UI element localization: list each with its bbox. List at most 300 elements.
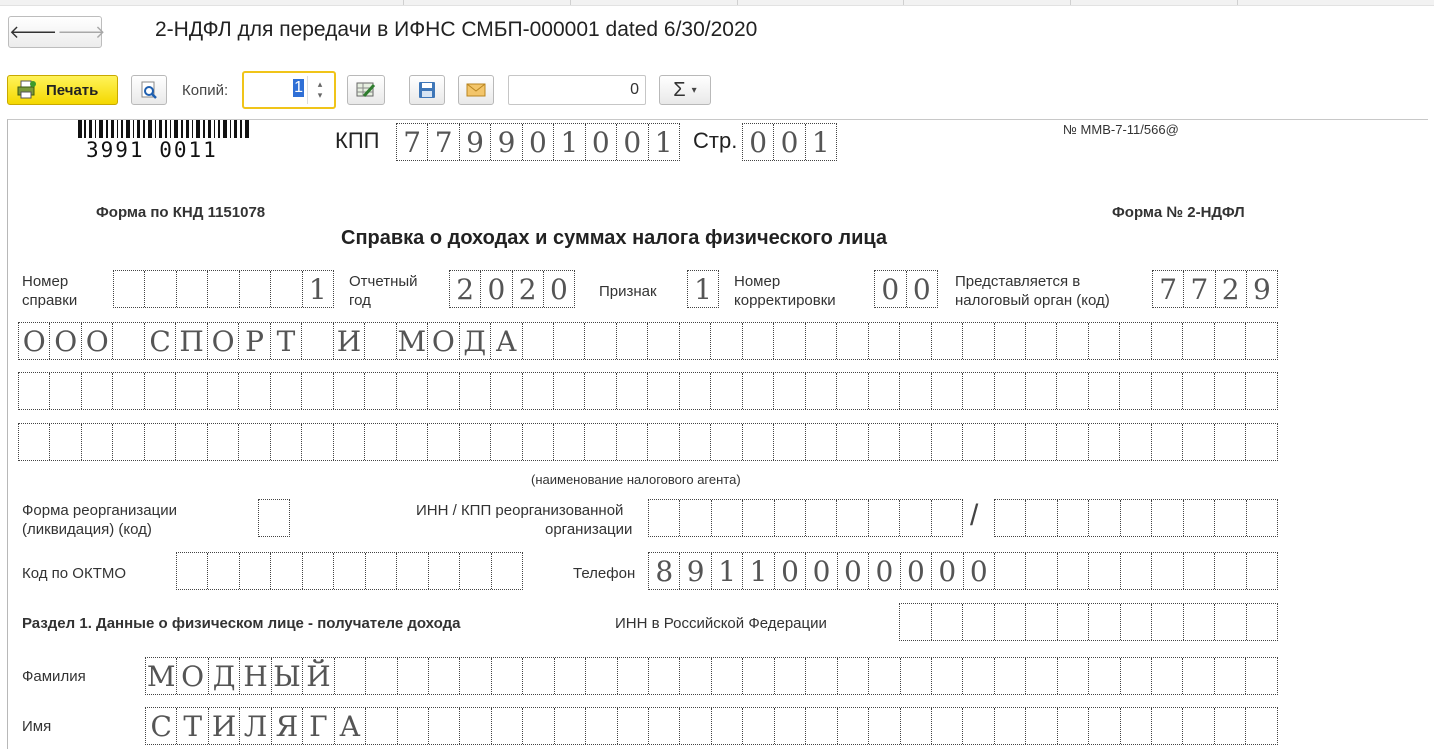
edit-document-button[interactable] <box>347 75 385 105</box>
char-cell <box>995 553 1026 589</box>
char-cell <box>460 658 491 694</box>
char-cell <box>554 424 585 460</box>
char-cell: 0 <box>523 124 554 160</box>
window-top-strip <box>0 0 1434 6</box>
first-name-grid <box>145 707 1278 745</box>
char-cell: 0 <box>549 272 568 306</box>
phone-grid <box>648 552 1278 590</box>
char-cell <box>869 658 900 694</box>
spin-down-icon: ▾ <box>317 90 323 100</box>
char-cell <box>711 424 742 460</box>
char-cell <box>113 323 144 359</box>
char-cell <box>585 424 616 460</box>
char-cell <box>1026 373 1057 409</box>
copies-input[interactable] <box>242 71 336 109</box>
char-cell: А <box>335 708 366 744</box>
char-cell <box>837 373 868 409</box>
kpp-label: КПП <box>335 128 380 153</box>
char-cell <box>775 658 806 694</box>
char-cell: 1 <box>554 124 585 160</box>
char-cell <box>1215 658 1246 694</box>
char-cell <box>743 708 774 744</box>
document-viewport[interactable] <box>7 119 1428 749</box>
char-cell: И <box>209 708 240 744</box>
char-cell <box>460 424 491 460</box>
char-cell <box>1152 604 1184 640</box>
char-cell: О <box>19 323 50 359</box>
char-cell <box>680 500 711 536</box>
char-cell <box>302 373 333 409</box>
char-cell <box>365 424 396 460</box>
char-cell <box>1184 553 1215 589</box>
char-cell: 0 <box>932 553 963 589</box>
char-cell <box>1246 323 1276 359</box>
phone-label: Телефон <box>573 565 636 582</box>
char-cell <box>932 373 963 409</box>
char-cell <box>1057 424 1088 460</box>
char-cell <box>271 424 302 460</box>
char-cell <box>1183 424 1214 460</box>
char-cell <box>869 323 900 359</box>
char-cell <box>491 424 522 460</box>
char-cell: Д <box>209 658 240 694</box>
char-cell: 7 <box>428 124 459 160</box>
char-cell <box>932 708 963 744</box>
sigma-icon: Σ <box>673 78 686 101</box>
report-year-grid <box>449 270 575 308</box>
char-cell <box>523 323 554 359</box>
char-cell <box>901 658 932 694</box>
char-cell <box>334 373 365 409</box>
char-cell <box>586 708 617 744</box>
char-cell <box>932 323 963 359</box>
char-cell <box>1215 604 1247 640</box>
char-cell <box>995 708 1026 744</box>
char-cell <box>1183 708 1214 744</box>
char-cell <box>617 323 648 359</box>
char-cell <box>617 424 648 460</box>
char-cell: 2 <box>450 271 481 307</box>
copies-label: Копий: <box>182 82 229 99</box>
char-cell <box>240 271 271 307</box>
char-cell <box>82 373 113 409</box>
char-cell <box>900 323 931 359</box>
order-reference: № ММВ-7-11/566@ <box>1063 122 1179 137</box>
char-cell <box>869 708 900 744</box>
char-cell: 0 <box>964 553 995 589</box>
form-heading: Справка о доходах и суммах налога физического лица <box>341 227 888 249</box>
char-cell <box>774 323 805 359</box>
char-cell <box>1089 424 1120 460</box>
char-cell <box>1152 500 1183 536</box>
print-button-label: Печать <box>46 81 99 99</box>
char-cell: О <box>50 323 81 359</box>
char-cell <box>586 658 617 694</box>
char-cell <box>460 373 491 409</box>
char-cell: М <box>146 659 176 693</box>
char-cell <box>995 323 1026 359</box>
reorg-inn-label-2: организации <box>545 521 633 538</box>
sign-label: Признак <box>599 283 657 300</box>
char-cell <box>743 323 774 359</box>
name-label: Имя <box>22 718 52 735</box>
char-cell <box>145 271 176 307</box>
char-cell <box>963 708 994 744</box>
char-cell <box>1152 658 1183 694</box>
char-cell <box>398 658 429 694</box>
char-cell: 0 <box>481 271 512 307</box>
char-cell <box>1247 500 1277 536</box>
char-cell <box>523 658 554 694</box>
char-cell <box>711 323 742 359</box>
page-label: Стр. <box>693 128 738 153</box>
form-number: Форма № 2-НДФЛ <box>1112 204 1245 221</box>
char-cell <box>869 424 900 460</box>
char-cell: С <box>146 708 177 744</box>
selected-sum-field[interactable]: 0 <box>508 75 646 105</box>
edit-table-icon <box>355 80 377 100</box>
char-cell <box>429 708 460 744</box>
char-cell <box>50 373 81 409</box>
surname-label: Фамилия <box>22 668 86 685</box>
char-cell <box>240 553 271 589</box>
char-cell <box>303 553 334 589</box>
char-cell <box>1184 604 1216 640</box>
char-cell: 1 <box>811 125 830 159</box>
char-cell <box>271 373 302 409</box>
copies-spinner[interactable] <box>307 76 332 104</box>
char-cell: О <box>177 658 208 694</box>
char-cell <box>995 500 1026 536</box>
char-cell <box>429 658 460 694</box>
char-cell <box>365 323 396 359</box>
char-cell <box>335 658 366 694</box>
copies-value: 1 <box>294 79 303 96</box>
char-cell <box>1121 500 1152 536</box>
char-cell <box>1026 500 1057 536</box>
spin-up-icon: ▴ <box>317 79 323 89</box>
char-cell <box>1152 323 1183 359</box>
forward-button[interactable] <box>57 17 105 47</box>
char-cell <box>963 604 995 640</box>
char-cell <box>837 500 868 536</box>
char-cell <box>932 500 962 536</box>
char-cell <box>837 424 868 460</box>
char-cell <box>1152 424 1183 460</box>
char-cell: 0 <box>912 272 931 306</box>
char-cell <box>1183 373 1214 409</box>
char-cell <box>618 708 649 744</box>
kpp-grid <box>396 123 680 161</box>
char-cell <box>1089 604 1121 640</box>
char-cell <box>271 271 302 307</box>
char-cell <box>397 553 428 589</box>
char-cell <box>1152 553 1183 589</box>
char-cell: 1 <box>743 553 774 589</box>
char-cell: 8 <box>649 553 680 589</box>
char-cell <box>523 708 554 744</box>
char-cell <box>1152 708 1183 744</box>
char-cell <box>1058 658 1089 694</box>
reorg-inn-label-1: ИНН / КПП реорганизованной <box>416 502 624 519</box>
arrow-left-icon: 🡐 <box>9 21 58 42</box>
char-cell <box>365 373 396 409</box>
char-cell <box>900 424 931 460</box>
char-cell: 9 <box>1252 272 1271 306</box>
char-cell <box>1183 658 1214 694</box>
correction-grid <box>874 270 938 308</box>
char-cell: 1 <box>712 553 743 589</box>
char-cell <box>19 424 50 460</box>
print-button[interactable] <box>7 75 118 105</box>
reorg-form-grid <box>258 499 290 537</box>
char-cell: 1 <box>654 125 673 159</box>
char-cell <box>208 271 239 307</box>
char-cell <box>1089 373 1120 409</box>
char-cell <box>806 323 837 359</box>
char-cell <box>554 373 585 409</box>
char-cell <box>900 604 932 640</box>
char-cell: Й <box>303 658 334 694</box>
back-button[interactable] <box>9 17 57 47</box>
char-cell: П <box>176 323 207 359</box>
char-cell: 0 <box>774 124 805 160</box>
char-cell <box>397 373 428 409</box>
char-cell <box>617 373 648 409</box>
char-cell <box>177 271 208 307</box>
char-cell <box>1026 708 1057 744</box>
char-cell <box>680 323 711 359</box>
char-cell <box>366 708 397 744</box>
char-cell <box>1215 373 1246 409</box>
magnifier-page-icon <box>139 80 159 100</box>
char-cell <box>1026 424 1057 460</box>
char-cell <box>1089 323 1120 359</box>
save-button[interactable] <box>409 75 445 105</box>
printer-icon <box>16 80 38 100</box>
char-cell: 1 <box>308 272 327 306</box>
send-email-button[interactable] <box>458 75 494 105</box>
char-cell <box>585 373 616 409</box>
char-cell: Т <box>271 323 302 359</box>
char-cell: Г <box>303 708 334 744</box>
char-cell <box>806 424 837 460</box>
char-cell: 0 <box>806 553 837 589</box>
char-cell <box>1121 553 1152 589</box>
char-cell: 0 <box>838 553 869 589</box>
char-cell: Я <box>272 708 303 744</box>
reorg-inn-grid <box>648 499 963 537</box>
char-cell <box>1089 658 1120 694</box>
char-cell <box>555 658 586 694</box>
char-cell <box>208 553 239 589</box>
char-cell <box>460 708 491 744</box>
char-cell: 7 <box>1153 271 1184 307</box>
correction-label-1: Номер <box>734 273 781 290</box>
char-cell <box>460 553 491 589</box>
barcode-number: 3991 0011 <box>86 138 218 162</box>
char-cell <box>398 708 429 744</box>
char-cell: О <box>82 323 113 359</box>
char-cell <box>963 424 994 460</box>
char-cell <box>869 500 900 536</box>
char-cell <box>963 323 994 359</box>
floppy-disk-icon <box>418 81 436 99</box>
char-cell <box>554 323 585 359</box>
char-cell <box>1247 604 1278 640</box>
knd-label: Форма по КНД 1151078 <box>96 204 266 221</box>
char-cell <box>1183 323 1214 359</box>
char-cell <box>900 500 931 536</box>
char-cell <box>932 424 963 460</box>
char-cell: 9 <box>680 553 711 589</box>
char-cell <box>145 373 176 409</box>
char-cell <box>712 708 743 744</box>
char-cell: Л <box>240 708 271 744</box>
char-cell <box>1058 604 1090 640</box>
char-cell <box>19 373 50 409</box>
char-cell: 9 <box>460 124 491 160</box>
char-cell <box>1246 658 1276 694</box>
char-cell <box>680 658 711 694</box>
char-cell <box>1215 553 1246 589</box>
char-cell <box>239 424 270 460</box>
reorg-slash: / <box>970 499 979 532</box>
char-cell <box>113 373 144 409</box>
char-cell <box>334 553 365 589</box>
char-cell <box>806 658 837 694</box>
char-cell <box>208 424 239 460</box>
char-cell <box>1246 708 1276 744</box>
char-cell <box>680 373 711 409</box>
char-cell <box>366 658 397 694</box>
report-year-label-1: Отчетный <box>349 273 418 290</box>
char-cell <box>523 424 554 460</box>
char-cell <box>1026 658 1057 694</box>
agent-name-caption: (наименование налогового агента) <box>531 472 741 487</box>
char-cell: 9 <box>491 124 522 160</box>
char-cell <box>743 373 774 409</box>
agent-name-line-2 <box>18 372 1278 410</box>
sum-mode-dropdown[interactable] <box>659 75 711 105</box>
tax-authority-grid <box>1152 270 1278 308</box>
char-cell <box>806 373 837 409</box>
char-cell <box>712 658 743 694</box>
char-cell <box>743 658 774 694</box>
char-cell <box>1215 424 1246 460</box>
char-cell <box>838 658 869 694</box>
cert-number-label-2: справки <box>22 292 78 309</box>
char-cell <box>869 373 900 409</box>
char-cell: Ы <box>272 658 303 694</box>
preview-button[interactable] <box>131 75 167 105</box>
barcode-image <box>78 120 250 140</box>
char-cell <box>302 323 333 359</box>
char-cell <box>1215 500 1246 536</box>
surname-grid <box>145 657 1278 695</box>
char-cell <box>649 500 680 536</box>
char-cell: 2 <box>1216 271 1247 307</box>
oktmo-grid <box>176 552 523 590</box>
char-cell <box>1120 424 1151 460</box>
char-cell <box>648 424 679 460</box>
char-cell: О <box>208 323 239 359</box>
char-cell <box>995 373 1026 409</box>
agent-name-line-3 <box>18 423 1278 461</box>
char-cell <box>113 424 144 460</box>
char-cell <box>648 373 679 409</box>
char-cell <box>838 708 869 744</box>
char-cell <box>1215 708 1246 744</box>
page-number-grid <box>742 123 837 161</box>
char-cell <box>995 424 1026 460</box>
char-cell <box>585 323 616 359</box>
char-cell <box>491 373 522 409</box>
char-cell <box>239 373 270 409</box>
char-cell <box>932 604 964 640</box>
char-cell: 7 <box>1184 271 1215 307</box>
char-cell <box>177 553 208 589</box>
char-cell: Д <box>460 323 491 359</box>
char-cell <box>1026 553 1057 589</box>
char-cell <box>492 658 523 694</box>
char-cell <box>743 500 774 536</box>
char-cell <box>334 424 365 460</box>
char-cell <box>806 708 837 744</box>
char-cell <box>259 500 289 536</box>
char-cell <box>429 553 460 589</box>
char-cell <box>963 658 994 694</box>
char-cell <box>492 708 523 744</box>
char-cell <box>50 424 81 460</box>
char-cell: 0 <box>617 124 648 160</box>
navigation-buttons <box>8 16 106 48</box>
char-cell <box>775 500 806 536</box>
char-cell <box>145 424 176 460</box>
char-cell: 0 <box>775 553 806 589</box>
tax-authority-label-2: налоговый орган (код) <box>955 292 1110 309</box>
char-cell <box>774 373 805 409</box>
char-cell <box>428 373 459 409</box>
report-year-label-2: год <box>349 292 371 309</box>
char-cell: О <box>428 323 459 359</box>
char-cell <box>837 323 868 359</box>
char-cell <box>618 658 649 694</box>
char-cell: Т <box>177 708 208 744</box>
char-cell <box>176 424 207 460</box>
char-cell <box>1215 323 1246 359</box>
char-cell <box>492 553 522 589</box>
oktmo-label: Код по ОКТМО <box>22 565 127 582</box>
char-cell <box>1058 553 1089 589</box>
char-cell <box>208 373 239 409</box>
char-cell: 0 <box>875 271 907 307</box>
char-cell <box>932 658 963 694</box>
char-cell <box>397 424 428 460</box>
char-cell <box>1026 604 1058 640</box>
char-cell <box>775 708 806 744</box>
char-cell <box>366 553 397 589</box>
char-cell: М <box>397 324 427 358</box>
char-cell <box>1089 708 1120 744</box>
char-cell <box>995 658 1026 694</box>
char-cell: С <box>145 323 176 359</box>
char-cell <box>806 500 837 536</box>
correction-label-2: корректировки <box>734 292 836 309</box>
char-cell <box>1026 323 1057 359</box>
char-cell <box>1057 323 1088 359</box>
char-cell <box>1121 604 1153 640</box>
